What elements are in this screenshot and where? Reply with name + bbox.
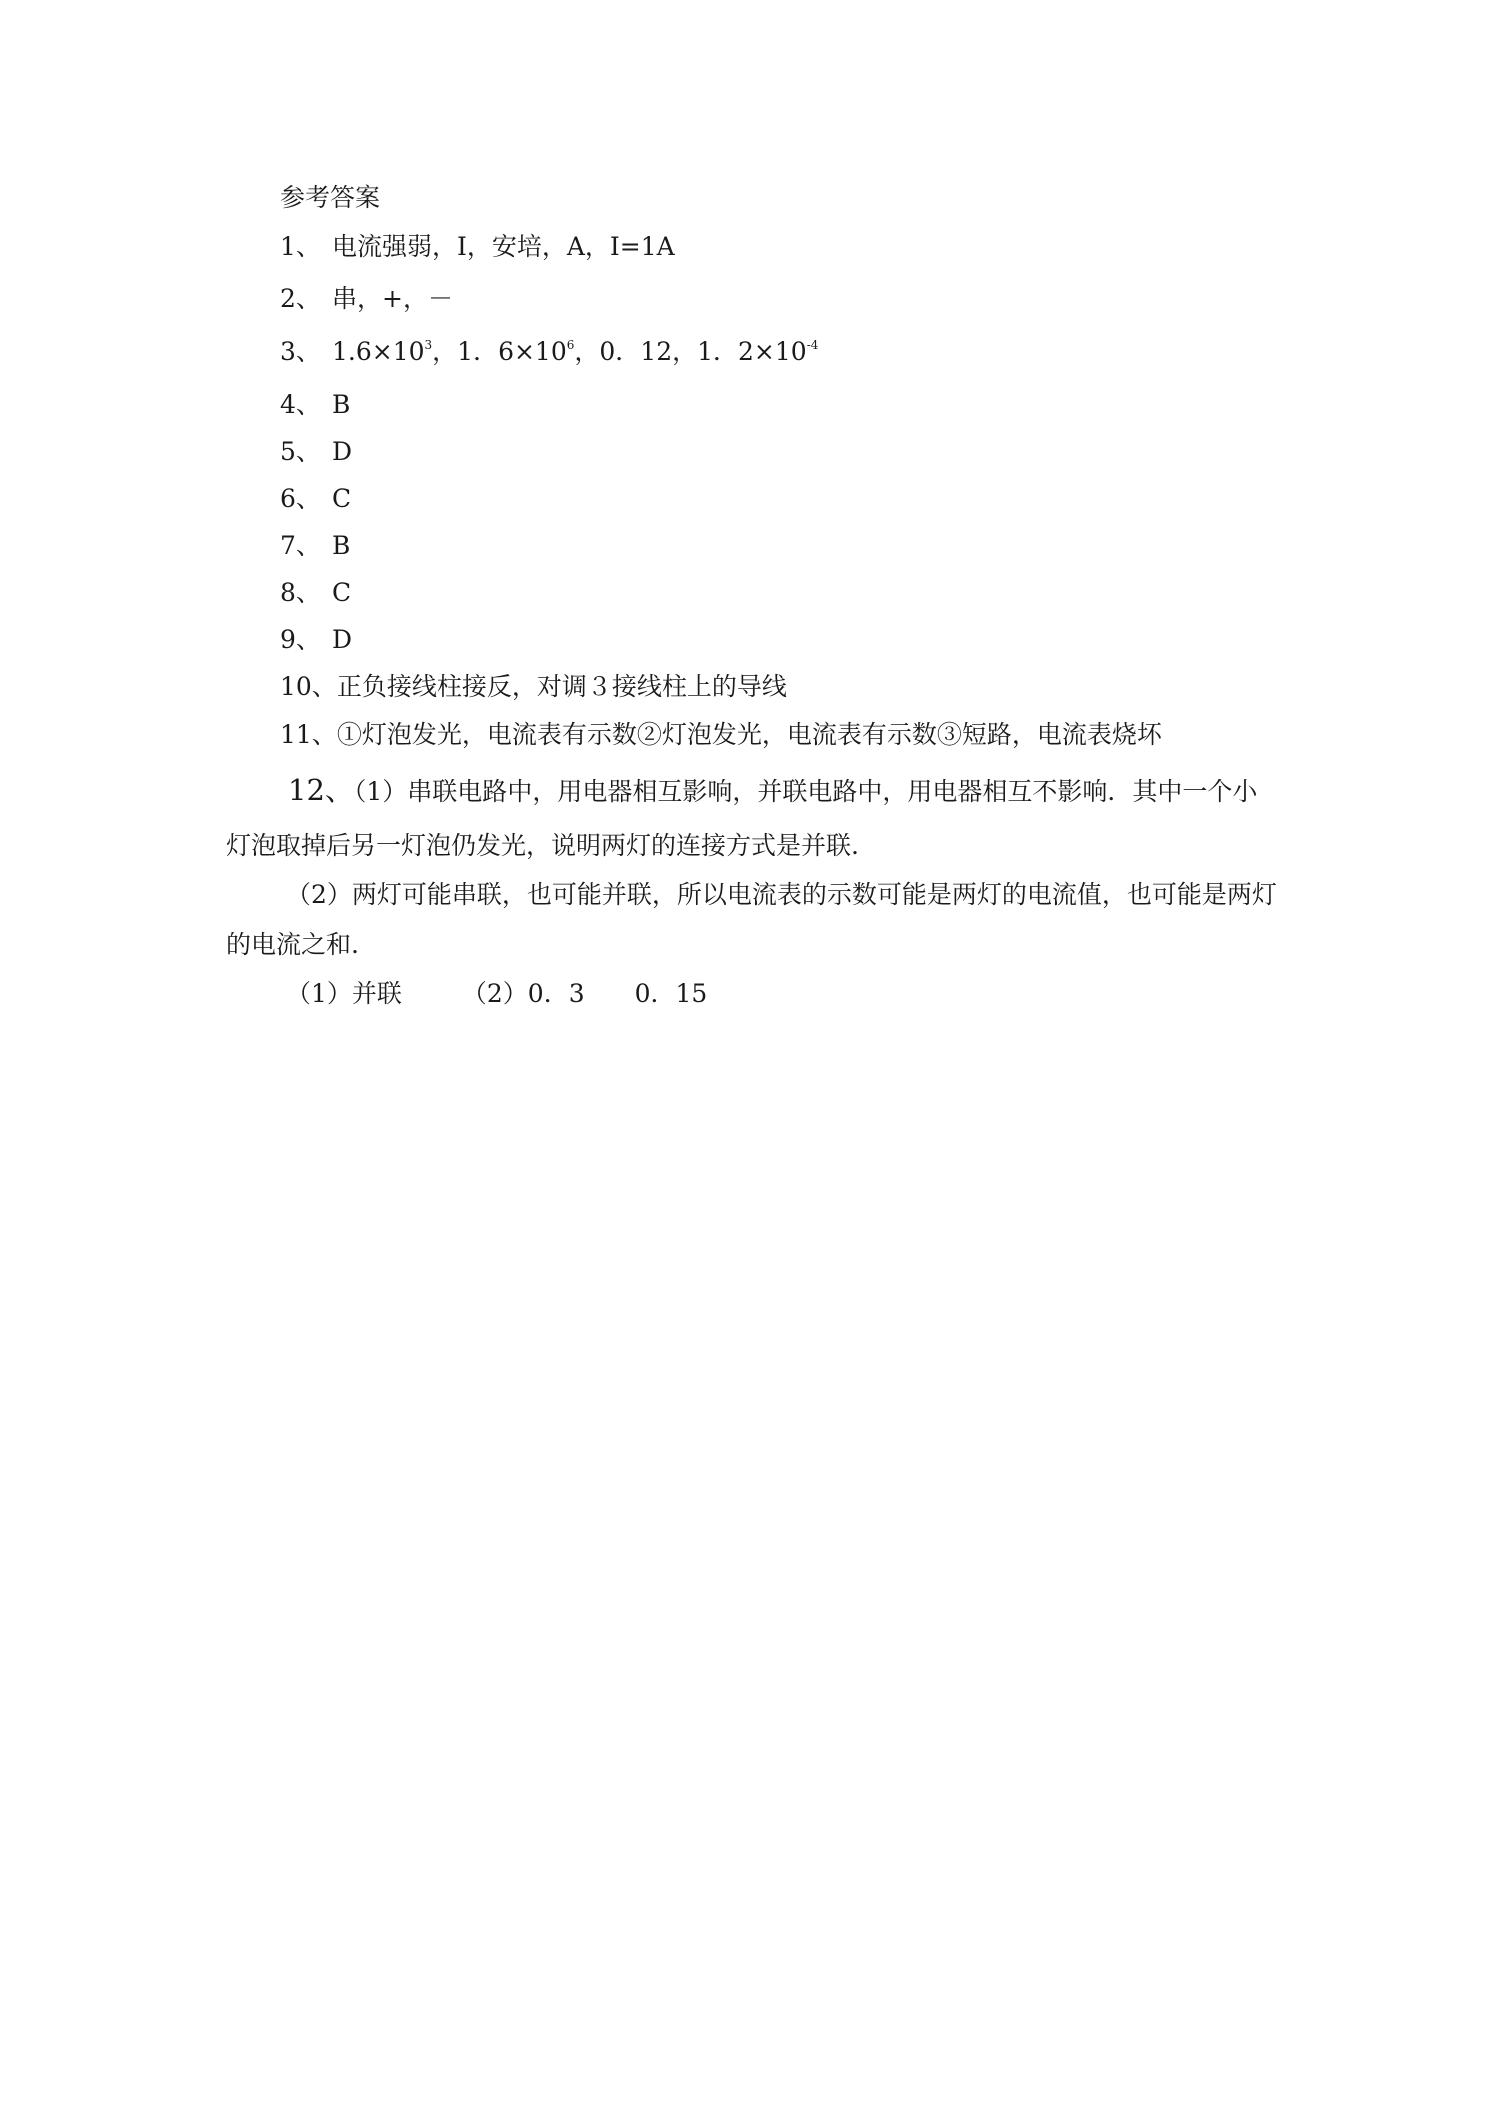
answer-number: 2、 [280, 284, 321, 313]
answer-text: B [332, 531, 351, 560]
answer-9 [280, 623, 352, 657]
answer-10 [280, 670, 787, 704]
exponent: 6 [566, 338, 575, 352]
answer-number: 7、 [280, 531, 321, 560]
exponent: 3 [424, 338, 433, 352]
answer-text-c: ，0．12，1．2×10 [574, 337, 807, 366]
answer-text: 电流强弱，I，安培，A，I=1A [332, 232, 675, 261]
answer-number: 11、 [280, 720, 337, 749]
answer-text: D [332, 437, 353, 466]
answer-text: B [332, 390, 351, 419]
answer-12-line1 [288, 773, 1257, 809]
answer-4 [280, 388, 350, 422]
answer-2 [280, 282, 453, 316]
answer-text: ①灯泡发光，电流表有示数②灯泡发光，电流表有示数③短路，电流表烧坏 [336, 720, 1162, 749]
answer-number: 10、 [280, 672, 337, 701]
answer-number: 1、 [280, 232, 321, 261]
answer-number: 8、 [280, 578, 321, 607]
answer-12-final [286, 977, 707, 1011]
answer-number: 4、 [280, 390, 321, 419]
answer-number: 6、 [280, 484, 321, 513]
answer-number: 5、 [280, 437, 321, 466]
answer-number: 3、 [280, 337, 321, 366]
answer-12-line2: 灯泡取掉后另一灯泡仍发光，说明两灯的连接方式是并联. [226, 831, 859, 860]
answer-1 [280, 230, 675, 264]
answer-5 [280, 435, 352, 469]
final-answer-1: （1）并联 [286, 979, 402, 1008]
answer-8 [280, 576, 351, 610]
answer-text: C [332, 484, 352, 513]
exponent: -4 [806, 338, 819, 352]
answer-text: 串，+，－ [332, 284, 453, 313]
answer-number: 12、 [288, 773, 354, 807]
answer-text: D [332, 625, 353, 654]
answer-12-line4: 的电流之和. [226, 930, 359, 959]
answer-3 [280, 335, 818, 369]
page-title: 参考答案 [280, 183, 381, 212]
answer-text-a: 1.6×10 [332, 337, 425, 366]
answer-text: 正负接线柱接反，对调３接线柱上的导线 [336, 672, 787, 701]
answer-text: C [332, 578, 352, 607]
answer-7 [280, 529, 350, 563]
answer-12-line3: （2）两灯可能串联，也可能并联，所以电流表的示数可能是两灯的电流值，也可能是两灯 [286, 880, 1277, 909]
answer-6 [280, 482, 351, 516]
answer-text: （1）串联电路中，用电器相互影响，并联电路中，用电器相互不影响．其中一个小 [353, 777, 1258, 806]
answer-11 [280, 718, 1162, 752]
final-answer-2: （2）0．3 [461, 979, 585, 1008]
answer-number: 9、 [280, 625, 321, 654]
answer-text-b: ，1．6×10 [432, 337, 567, 366]
final-answer-3: 0．15 [634, 979, 708, 1008]
